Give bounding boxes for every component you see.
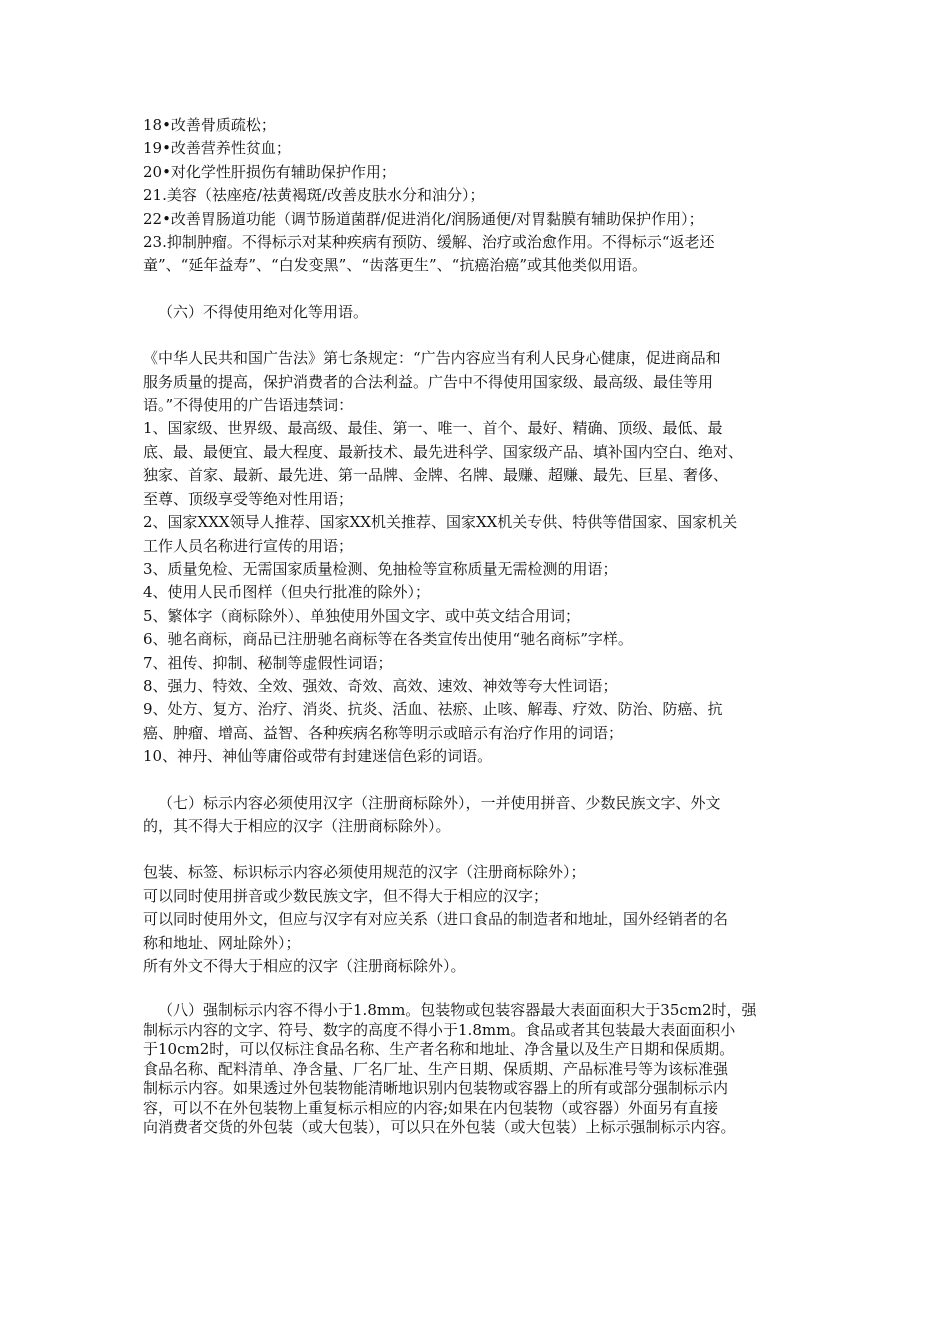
paragraph-line: 容，可以不在外包装物上重复标示相应的内容;如果在内包装物（或容器）外面另有直接 — [143, 1098, 719, 1117]
document-page — [143, 114, 833, 1138]
paragraph-line: 服务质量的提高，保护消费者的合法利益。广告中不得使用国家级、最高级、最佳等用 — [143, 372, 714, 391]
list-item: 5、繁体字（商标除外）、单独使用外国文字、或中英文结合用词； — [143, 606, 581, 625]
paragraph-line: 《中华人民共和国广告法》第七条规定：“广告内容应当有利人民身心健康，促进商品和 — [143, 349, 721, 368]
paragraph-line: 于10cm2时，可以仅标注食品名称、生产者名称和地址、净含量以及生产日期和保质期。 — [143, 1040, 735, 1059]
list-item: 4、使用人民币图样（但央行批准的除外）； — [143, 583, 431, 602]
list-item: 1、国家级、世界级、最高级、最佳、第一、唯一、首个、最好、精确、顶级、最低、最 — [143, 419, 723, 438]
paragraph-line: 包装、标签、标识标示内容必须使用规范的汉字（注册商标除外）； — [143, 863, 586, 882]
paragraph-line: 可以同时使用外文，但应与汉字有对应关系（进口食品的制造者和地址，国外经销者的名 — [143, 910, 729, 929]
paragraph-line: 制标示内容的文字、符号、数字的高度不得小于1.8mm。食品或者其包装最大表面面积小 — [143, 1020, 736, 1039]
paragraph-line: （七）标示内容必须使用汉字（注册商标除外），一并使用拼音、少数民族文字、外文 — [158, 793, 721, 812]
paragraph-line: 向消费者交货的外包装（或大包装），可以只在外包装（或大包装）上标示强制标示内容。 — [143, 1118, 736, 1137]
list-item: 工作人员名称进行宣传的用语； — [143, 536, 354, 555]
paragraph-line: 食品名称、配料清单、净含量、厂名厂址、生产日期、保质期、产品标准号等为该标准强 — [143, 1059, 729, 1078]
list-item: 18•改善骨质疏松； — [143, 116, 276, 134]
list-item: 童”、“延年益寿”、“白发变黑”、“齿落更生”、“抗癌治癌”或其他类似用语。 — [143, 256, 648, 275]
list-item: 癌、肿瘤、增高、益智、各种疾病名称等明示或暗示有治疗作用的词语； — [143, 723, 624, 742]
list-item: 独家、首家、最新、最先进、第一品牌、金牌、名牌、最赚、超赚、最先、巨星、奢侈、 — [143, 466, 729, 485]
section-7-body — [143, 861, 833, 978]
list-item: 3、质量免检、无需国家质量检测、免抽检等宣称质量无需检测的用语； — [143, 559, 618, 578]
list-item: 至尊、顶级享受等绝对性用语； — [143, 489, 354, 508]
paragraph-line: 称和地址、网址除外）； — [143, 933, 301, 952]
paragraph-line: 语。”不得使用的广告语违禁词： — [143, 396, 354, 415]
list-item: 19•改善营养性贫血； — [143, 139, 291, 158]
list-item: 底、最、最便宜、最大程度、最新技术、最先进科学、国家级产品、填补国内空白、绝对、 — [143, 442, 744, 461]
list-item: 9、处方、复方、治疗、消炎、抗炎、活血、祛瘀、止咳、解毒、疗效、防治、防癌、抗 — [143, 700, 723, 719]
list-item: 10、神丹、神仙等庸俗或带有封建迷信色彩的词语。 — [143, 747, 493, 766]
list-item: 6、驰名商标，商品已注册驰名商标等在各类宣传出使用“驰名商标”字样。 — [143, 630, 633, 649]
paragraph-line: 的，其不得大于相应的汉字（注册商标除外）。 — [143, 816, 451, 835]
list-item: 23.抑制肿瘤。不得标示对某种疾病有预防、缓解、治疗或治愈作用。不得标示“返老还 — [143, 233, 715, 252]
list-item: 20•对化学性肝损伤有辅助保护作用； — [143, 162, 396, 181]
list-item: 22•改善胃肠道功能（调节肠道菌群/促进消化/润肠通便/对胃黏膜有辅助保护作用）； — [143, 209, 704, 228]
paragraph-line: 制标示内容。如果透过外包装物能清晰地识别内包装物或容器上的所有或部分强制标示内 — [143, 1079, 729, 1098]
list-item: 2、国家XXX领导人推荐、国家XX机关推荐、国家XX机关专供、特供等借国家、国家机关 — [143, 513, 738, 532]
health-claims-list — [143, 114, 833, 278]
list-item: 21.美容（祛座疮/祛黄褐斑/改善皮肤水分和油分）； — [143, 186, 485, 205]
list-item: 7、祖传、抑制、秘制等虚假性词语； — [143, 653, 393, 672]
section-8-body — [143, 1001, 833, 1138]
section-7-heading — [143, 792, 833, 839]
paragraph-line: 所有外文不得大于相应的汉字（注册商标除外）。 — [143, 957, 466, 975]
section-heading-6: （六）不得使用绝对化等用语。 — [158, 302, 369, 321]
list-item: 8、强力、特效、全效、强效、奇效、高效、速效、神效等夸大性词语； — [143, 676, 618, 695]
paragraph-line: 可以同时使用拼音或少数民族文字，但不得大于相应的汉字； — [143, 886, 549, 905]
section-6-body — [143, 347, 833, 768]
paragraph-line: （八）强制标示内容不得小于1.8mm。包装物或包装容器最大表面面积大于35cm2时，强 — [158, 1001, 757, 1020]
